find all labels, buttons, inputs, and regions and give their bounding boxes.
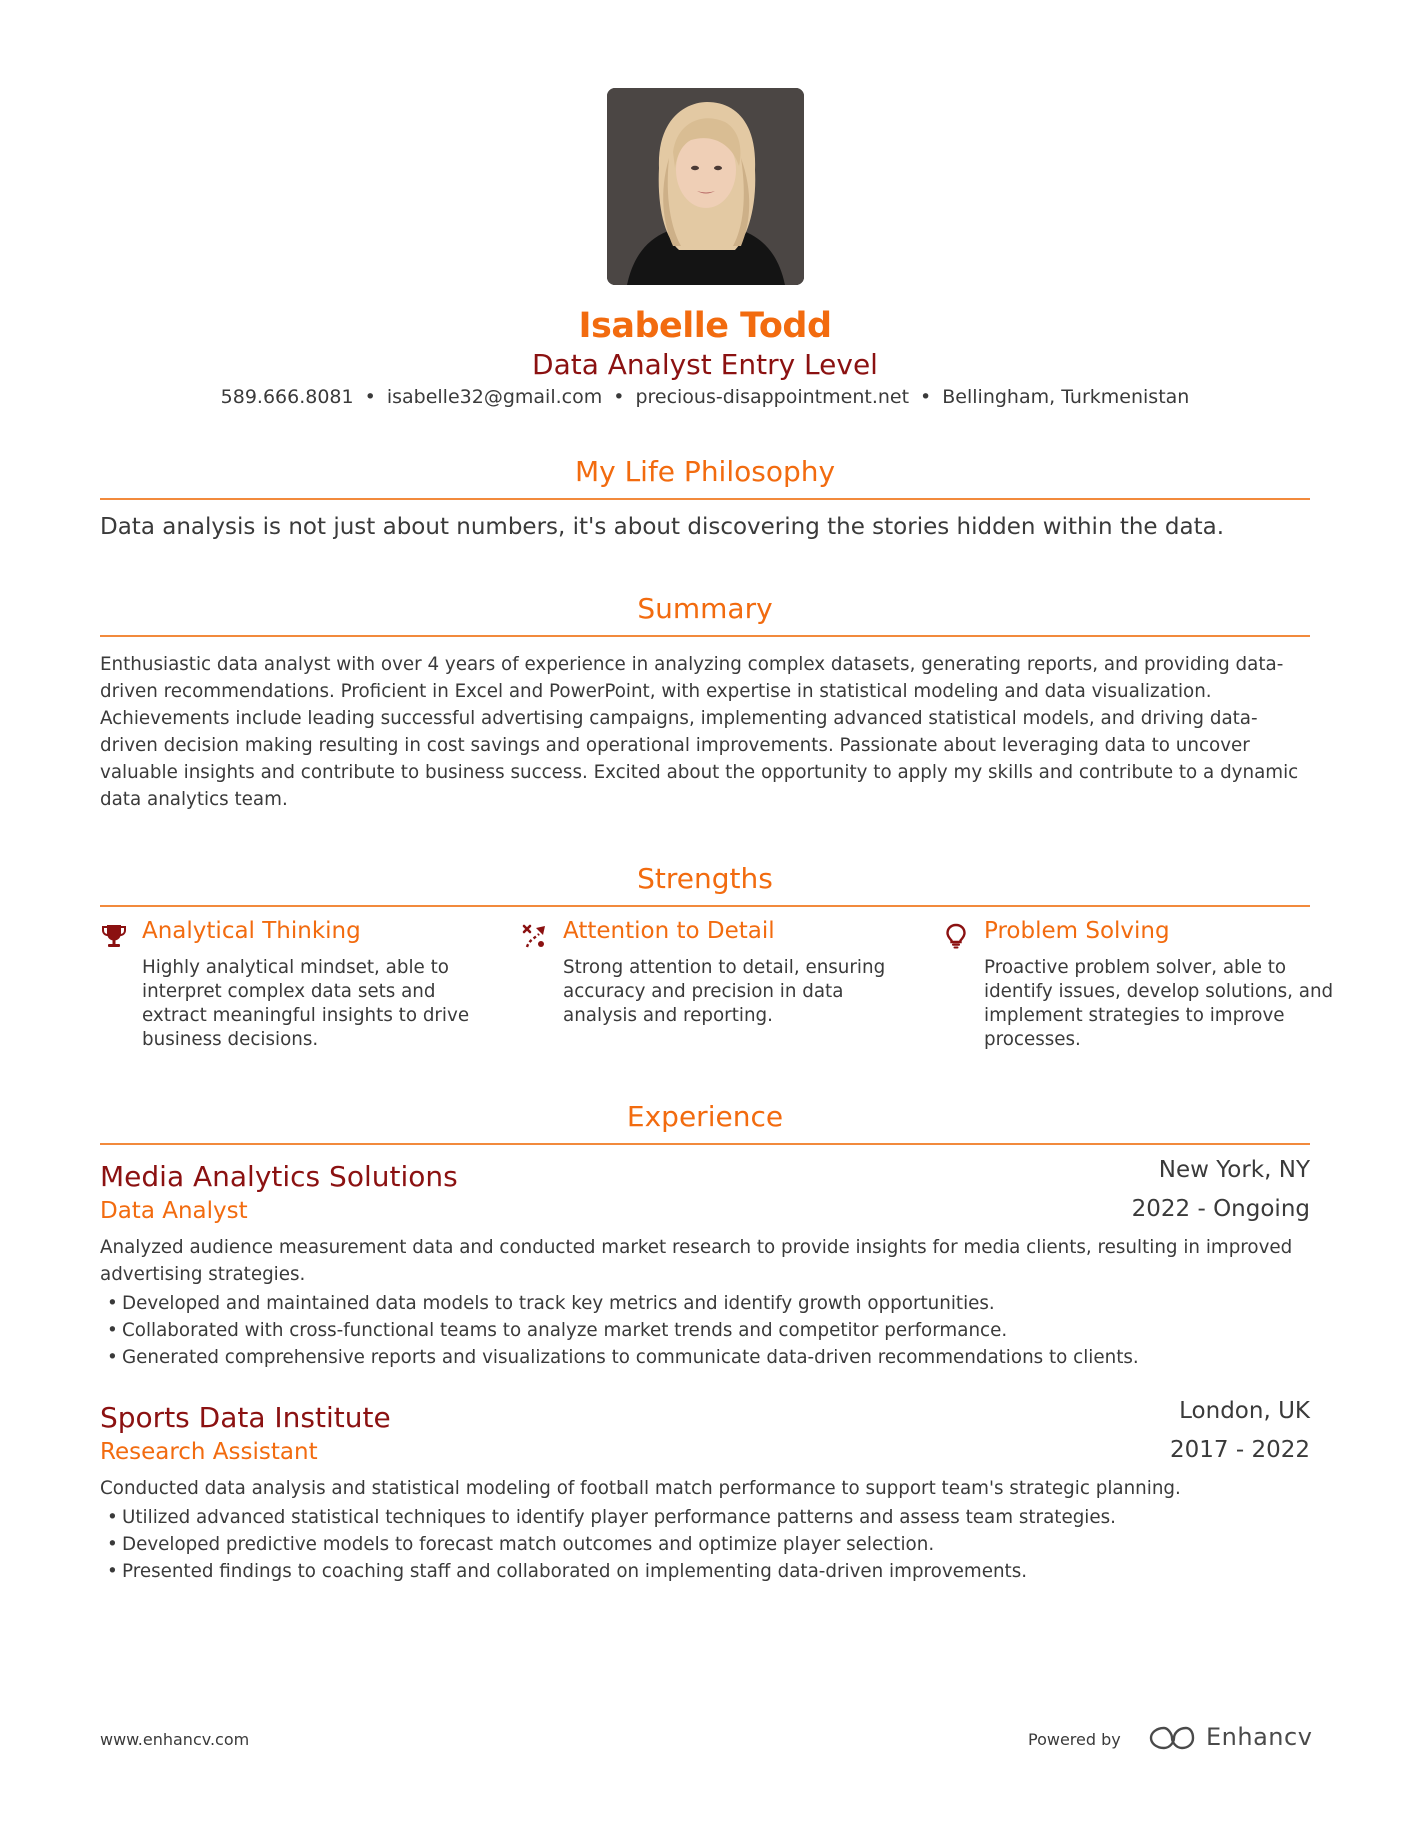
candidate-title: Data Analyst Entry Level [532, 348, 878, 381]
strategy-icon [521, 922, 549, 950]
bullet-glyph: • [107, 1507, 118, 1528]
achievement-list [100, 1290, 1310, 1371]
achievement-text: Utilized advanced statistical techniques to identify player performance patterns and assess team strategies. [122, 1507, 1116, 1528]
job-description: Conducted data analysis and statistical modeling of football match performance to support team's strategic planning. [100, 1478, 1181, 1499]
job-dates: 2022 - Ongoing [1131, 1196, 1310, 1222]
achievement-text: Presented findings to coaching staff and collaborated on implementing data-driven improvements. [122, 1561, 1028, 1582]
achievement-item [100, 1317, 1310, 1344]
bullet-glyph: • [107, 1534, 118, 1555]
strength-title: Problem Solving [984, 918, 1170, 944]
trophy-icon [100, 922, 128, 950]
bullet-glyph: • [107, 1561, 118, 1582]
achievement-item [100, 1344, 1310, 1371]
achievement-text: Developed and maintained data models to track key metrics and identify growth opportunities. [122, 1293, 995, 1314]
achievement-item [100, 1531, 1310, 1558]
phone-text: 589.666.8081 [220, 386, 354, 408]
job-role: Data Analyst [100, 1198, 248, 1224]
section-divider [100, 498, 1310, 500]
strength-description: Strong attention to detail, ensuring accuracy and precision in data analysis and reporting. [563, 957, 886, 1026]
achievement-item [100, 1504, 1310, 1531]
section-divider [100, 635, 1310, 637]
powered-by-label: Powered by [1028, 1730, 1121, 1749]
achievement-item [100, 1290, 1310, 1317]
location-text: Bellingham, Turkmenistan [942, 386, 1190, 408]
job-role: Research Assistant [100, 1439, 318, 1465]
section-divider [100, 1143, 1310, 1145]
enhancv-brand-name: Enhancv [1206, 1723, 1313, 1751]
email-text: isabelle32@gmail.com [386, 386, 603, 408]
company-name: Media Analytics Solutions [100, 1160, 458, 1193]
philosophy-heading: My Life Philosophy [574, 455, 836, 488]
bullet-glyph: • [107, 1320, 118, 1341]
contact-separator: • [920, 386, 932, 408]
company-name: Sports Data Institute [100, 1401, 391, 1434]
enhancv-logo-icon [1148, 1722, 1196, 1754]
achievement-list [100, 1504, 1310, 1585]
bullet-glyph: • [107, 1293, 118, 1314]
contact-separator: • [364, 386, 376, 408]
experience-heading: Experience [626, 1100, 784, 1133]
strength-title: Analytical Thinking [142, 918, 361, 944]
strength-title: Attention to Detail [563, 918, 775, 944]
philosophy-text: Data analysis is not just about numbers, it's about discovering the stories hidden within the data. [100, 514, 1225, 540]
summary-text: Enthusiastic data analyst with over 4 years of experience in analyzing complex datasets, generating reports, and providing data-driven recommendations. Proficient in Excel and PowerPoint, with expertise in statistical modeling and data visualization. Achievements include leading successful advertising campaigns, implementing advanced statistical models, and driving data-driven decision making resulting in cost savings and operational improvements. Passionate about leveraging data to uncover valuable insights and contribute to business success. Excited about the opportunity to apply my skills and contribute to a dynamic data analytics team. [100, 654, 1299, 810]
contact-line [0, 386, 1410, 408]
achievement-item [100, 1558, 1310, 1585]
candidate-name: Isabelle Todd [578, 306, 832, 346]
strength-description: Highly analytical mindset, able to interpret complex data sets and extract meaningful insights to drive business decisions. [142, 957, 470, 1050]
strengths-heading: Strengths [637, 862, 773, 895]
section-divider [100, 905, 1310, 907]
portrait-illustration [607, 88, 804, 285]
achievement-text: Collaborated with cross-functional teams to analyze market trends and competitor performance. [122, 1320, 1008, 1341]
summary-heading: Summary [637, 592, 773, 625]
achievement-text: Developed predictive models to forecast match outcomes and optimize player selection. [122, 1534, 935, 1555]
job-dates: 2017 - 2022 [1170, 1437, 1310, 1463]
strength-description: Proactive problem solver, able to identify issues, develop solutions, and implement strategies to improve processes. [984, 957, 1334, 1050]
website-text: precious-disappointment.net [635, 386, 910, 408]
lightbulb-icon [942, 922, 970, 950]
job-location: London, UK [1179, 1398, 1310, 1424]
achievement-text: Generated comprehensive reports and visualizations to communicate data-driven recommendations to clients. [122, 1347, 1139, 1368]
profile-photo [607, 88, 804, 285]
footer-website-link[interactable]: www.enhancv.com [100, 1730, 250, 1749]
contact-separator: • [613, 386, 625, 408]
job-location: New York, NY [1158, 1157, 1310, 1183]
job-description: Analyzed audience measurement data and conducted market research to provide insights for media clients, resulting in improved advertising strategies. [100, 1237, 1293, 1285]
bullet-glyph: • [107, 1347, 118, 1368]
